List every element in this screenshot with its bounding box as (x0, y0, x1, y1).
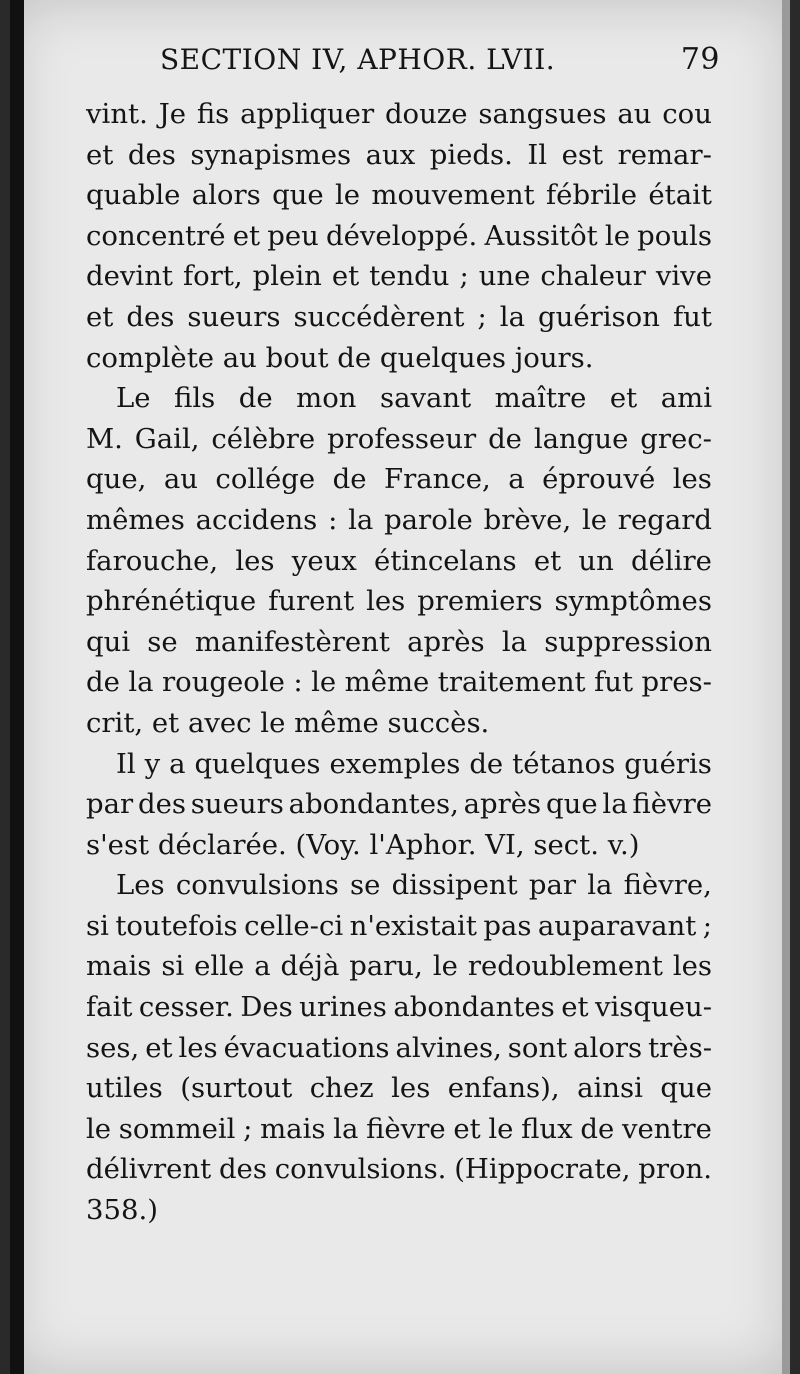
text-line: crit, et avec le même succès. (86, 706, 490, 739)
text-line: fait cesser. Des urines abondantes et visqueu- (86, 991, 712, 1024)
paragraph (86, 378, 712, 743)
paragraph (86, 865, 712, 1230)
text-line: qui se manifestèrent après la suppression (86, 625, 712, 658)
text-line: Il y a quelques exemples de tétanos guéris (116, 747, 712, 780)
text-line: mais si elle a déjà paru, le redoublement les (86, 950, 712, 983)
text-line: et des synapismes aux pieds. Il est remar- (86, 138, 712, 171)
text-line: ses, et les évacuations alvines, sont alors très- (86, 1031, 712, 1064)
page-left-edge (10, 0, 24, 1374)
text-line: le sommeil ; mais la fièvre et le flux de ventre (86, 1112, 712, 1145)
text-line: s'est déclarée. (Voy. l'Aphor. VI, sect. v.) (86, 828, 640, 861)
text-line: concentré et peu développé. Aussitôt le pouls (86, 219, 712, 252)
text-line: mêmes accidens : la parole brève, le regard (86, 503, 712, 536)
text-line: Les convulsions se dissipent par la fièvre, (116, 869, 712, 902)
paragraph (86, 94, 712, 378)
text-line: 358.) (86, 1194, 158, 1227)
text-line: que, au collége de France, a éprouvé les (86, 463, 712, 496)
text-line: Le fils de mon savant maître et ami (116, 382, 712, 415)
running-header (160, 42, 720, 77)
text-line: utiles (surtout chez les enfans), ainsi que (86, 1072, 712, 1105)
text-line: quable alors que le mouvement fébrile était (86, 179, 712, 212)
text-line: délivrent des convulsions. (Hippocrate, pron. (86, 1153, 712, 1186)
text-line: et des sueurs succédèrent ; la guérison fut (86, 300, 712, 333)
text-line: devint fort, plein et tendu ; une chaleur vive (86, 260, 712, 293)
text-line: M. Gail, célèbre professeur de langue grec- (86, 422, 712, 455)
book-page (10, 0, 790, 1374)
text-line: de la rougeole : le même traitement fut pres- (86, 666, 712, 699)
text-line: phrénétique furent les premiers symptômes (86, 585, 712, 618)
text-line: vint. Je fis appliquer douze sangsues au cou (86, 98, 712, 130)
text-line: farouche, les yeux étincelans et un délire (86, 544, 712, 577)
text-line: par des sueurs abondantes, après que la fièvre (86, 788, 712, 821)
text-line: si toutefois celle-ci n'existait pas auparavant ; (86, 909, 712, 942)
paragraph (86, 744, 712, 866)
page-body-text (86, 94, 712, 1231)
running-title: SECTION IV, APHOR. LVII. (160, 43, 556, 76)
page-number: 79 (680, 42, 720, 77)
text-line: complète au bout de quelques jours. (86, 341, 594, 374)
page-right-edge (782, 0, 790, 1374)
